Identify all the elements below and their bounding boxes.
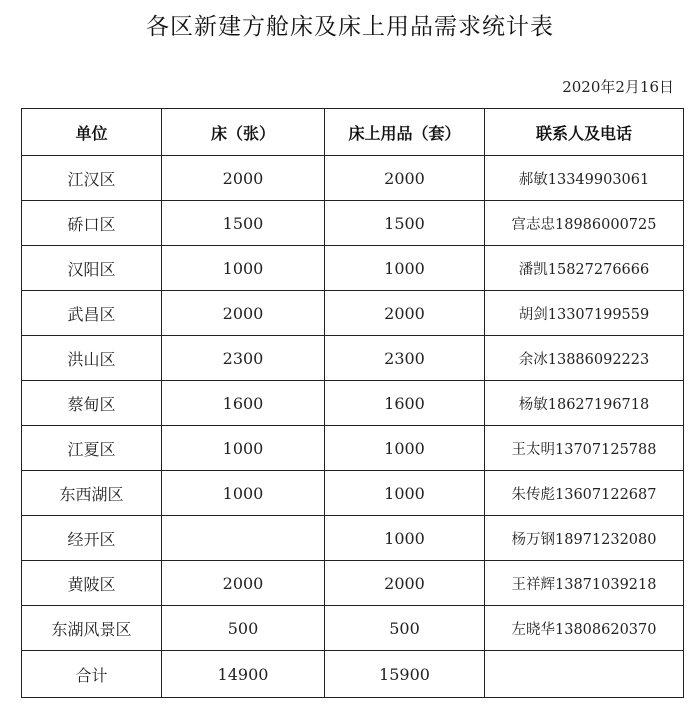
- header-contact: 联系人及电话: [485, 109, 684, 156]
- cell-beds: [162, 516, 325, 561]
- cell-unit: 硚口区: [22, 201, 162, 246]
- cell-unit: 蔡甸区: [22, 381, 162, 426]
- cell-unit: 武昌区: [22, 291, 162, 336]
- document-title: 各区新建方舱床及床上用品需求统计表: [146, 14, 554, 40]
- cell-beds: 1000: [162, 246, 325, 291]
- table-row: [22, 156, 684, 201]
- cell-contact: 余冰13886092223: [485, 336, 684, 381]
- table-row: [22, 471, 684, 516]
- cell-beds: 2000: [162, 561, 325, 606]
- total-bedding: 15900: [325, 651, 485, 698]
- table-row: [22, 516, 684, 561]
- cell-beds: 500: [162, 606, 325, 651]
- cell-beds: 1000: [162, 471, 325, 516]
- table-row: [22, 561, 684, 606]
- cell-bedding: 2000: [325, 156, 485, 201]
- cell-beds: 2000: [162, 156, 325, 201]
- cell-bedding: 2000: [325, 561, 485, 606]
- cell-bedding: 1000: [325, 426, 485, 471]
- cell-bedding: 2000: [325, 291, 485, 336]
- cell-bedding: 2300: [325, 336, 485, 381]
- cell-bedding: 1600: [325, 381, 485, 426]
- cell-bedding: 1000: [325, 516, 485, 561]
- table-row: [22, 246, 684, 291]
- cell-contact: 胡剑13307199559: [485, 291, 684, 336]
- total-contact: [485, 651, 684, 698]
- cell-contact: 潘凯15827276666: [485, 246, 684, 291]
- cell-beds: 2300: [162, 336, 325, 381]
- table-row: [22, 606, 684, 651]
- cell-unit: 江汉区: [22, 156, 162, 201]
- cell-unit: 东西湖区: [22, 471, 162, 516]
- table-header-row: [22, 109, 684, 156]
- cell-contact: 左晓华13808620370: [485, 606, 684, 651]
- cell-bedding: 500: [325, 606, 485, 651]
- cell-contact: 郝敏13349903061: [485, 156, 684, 201]
- cell-beds: 1000: [162, 426, 325, 471]
- cell-beds: 1500: [162, 201, 325, 246]
- cell-bedding: 1000: [325, 471, 485, 516]
- cell-contact: 杨敏18627196718: [485, 381, 684, 426]
- total-beds: 14900: [162, 651, 325, 698]
- cell-contact: 王太明13707125788: [485, 426, 684, 471]
- cell-unit: 洪山区: [22, 336, 162, 381]
- cell-unit: 黄陂区: [22, 561, 162, 606]
- cell-unit: 江夏区: [22, 426, 162, 471]
- header-beds: 床（张）: [162, 109, 325, 156]
- cell-contact: 朱传彪13607122687: [485, 471, 684, 516]
- cell-contact: 王祥辉13871039218: [485, 561, 684, 606]
- table-row: [22, 201, 684, 246]
- cell-bedding: 1500: [325, 201, 485, 246]
- cell-beds: 1600: [162, 381, 325, 426]
- total-label: 合计: [22, 651, 162, 698]
- cell-contact: 宫志忠18986000725: [485, 201, 684, 246]
- table-row: [22, 291, 684, 336]
- document-date: 2020年2月16日: [562, 78, 674, 96]
- demand-table: [21, 108, 684, 698]
- table-row: [22, 426, 684, 471]
- total-row: [22, 651, 684, 698]
- cell-bedding: 1000: [325, 246, 485, 291]
- cell-unit: 经开区: [22, 516, 162, 561]
- table-row: [22, 336, 684, 381]
- header-bedding: 床上用品（套）: [325, 109, 485, 156]
- table-row: [22, 381, 684, 426]
- cell-unit: 东湖风景区: [22, 606, 162, 651]
- cell-contact: 杨万钢18971232080: [485, 516, 684, 561]
- cell-unit: 汉阳区: [22, 246, 162, 291]
- cell-beds: 2000: [162, 291, 325, 336]
- header-unit: 单位: [22, 109, 162, 156]
